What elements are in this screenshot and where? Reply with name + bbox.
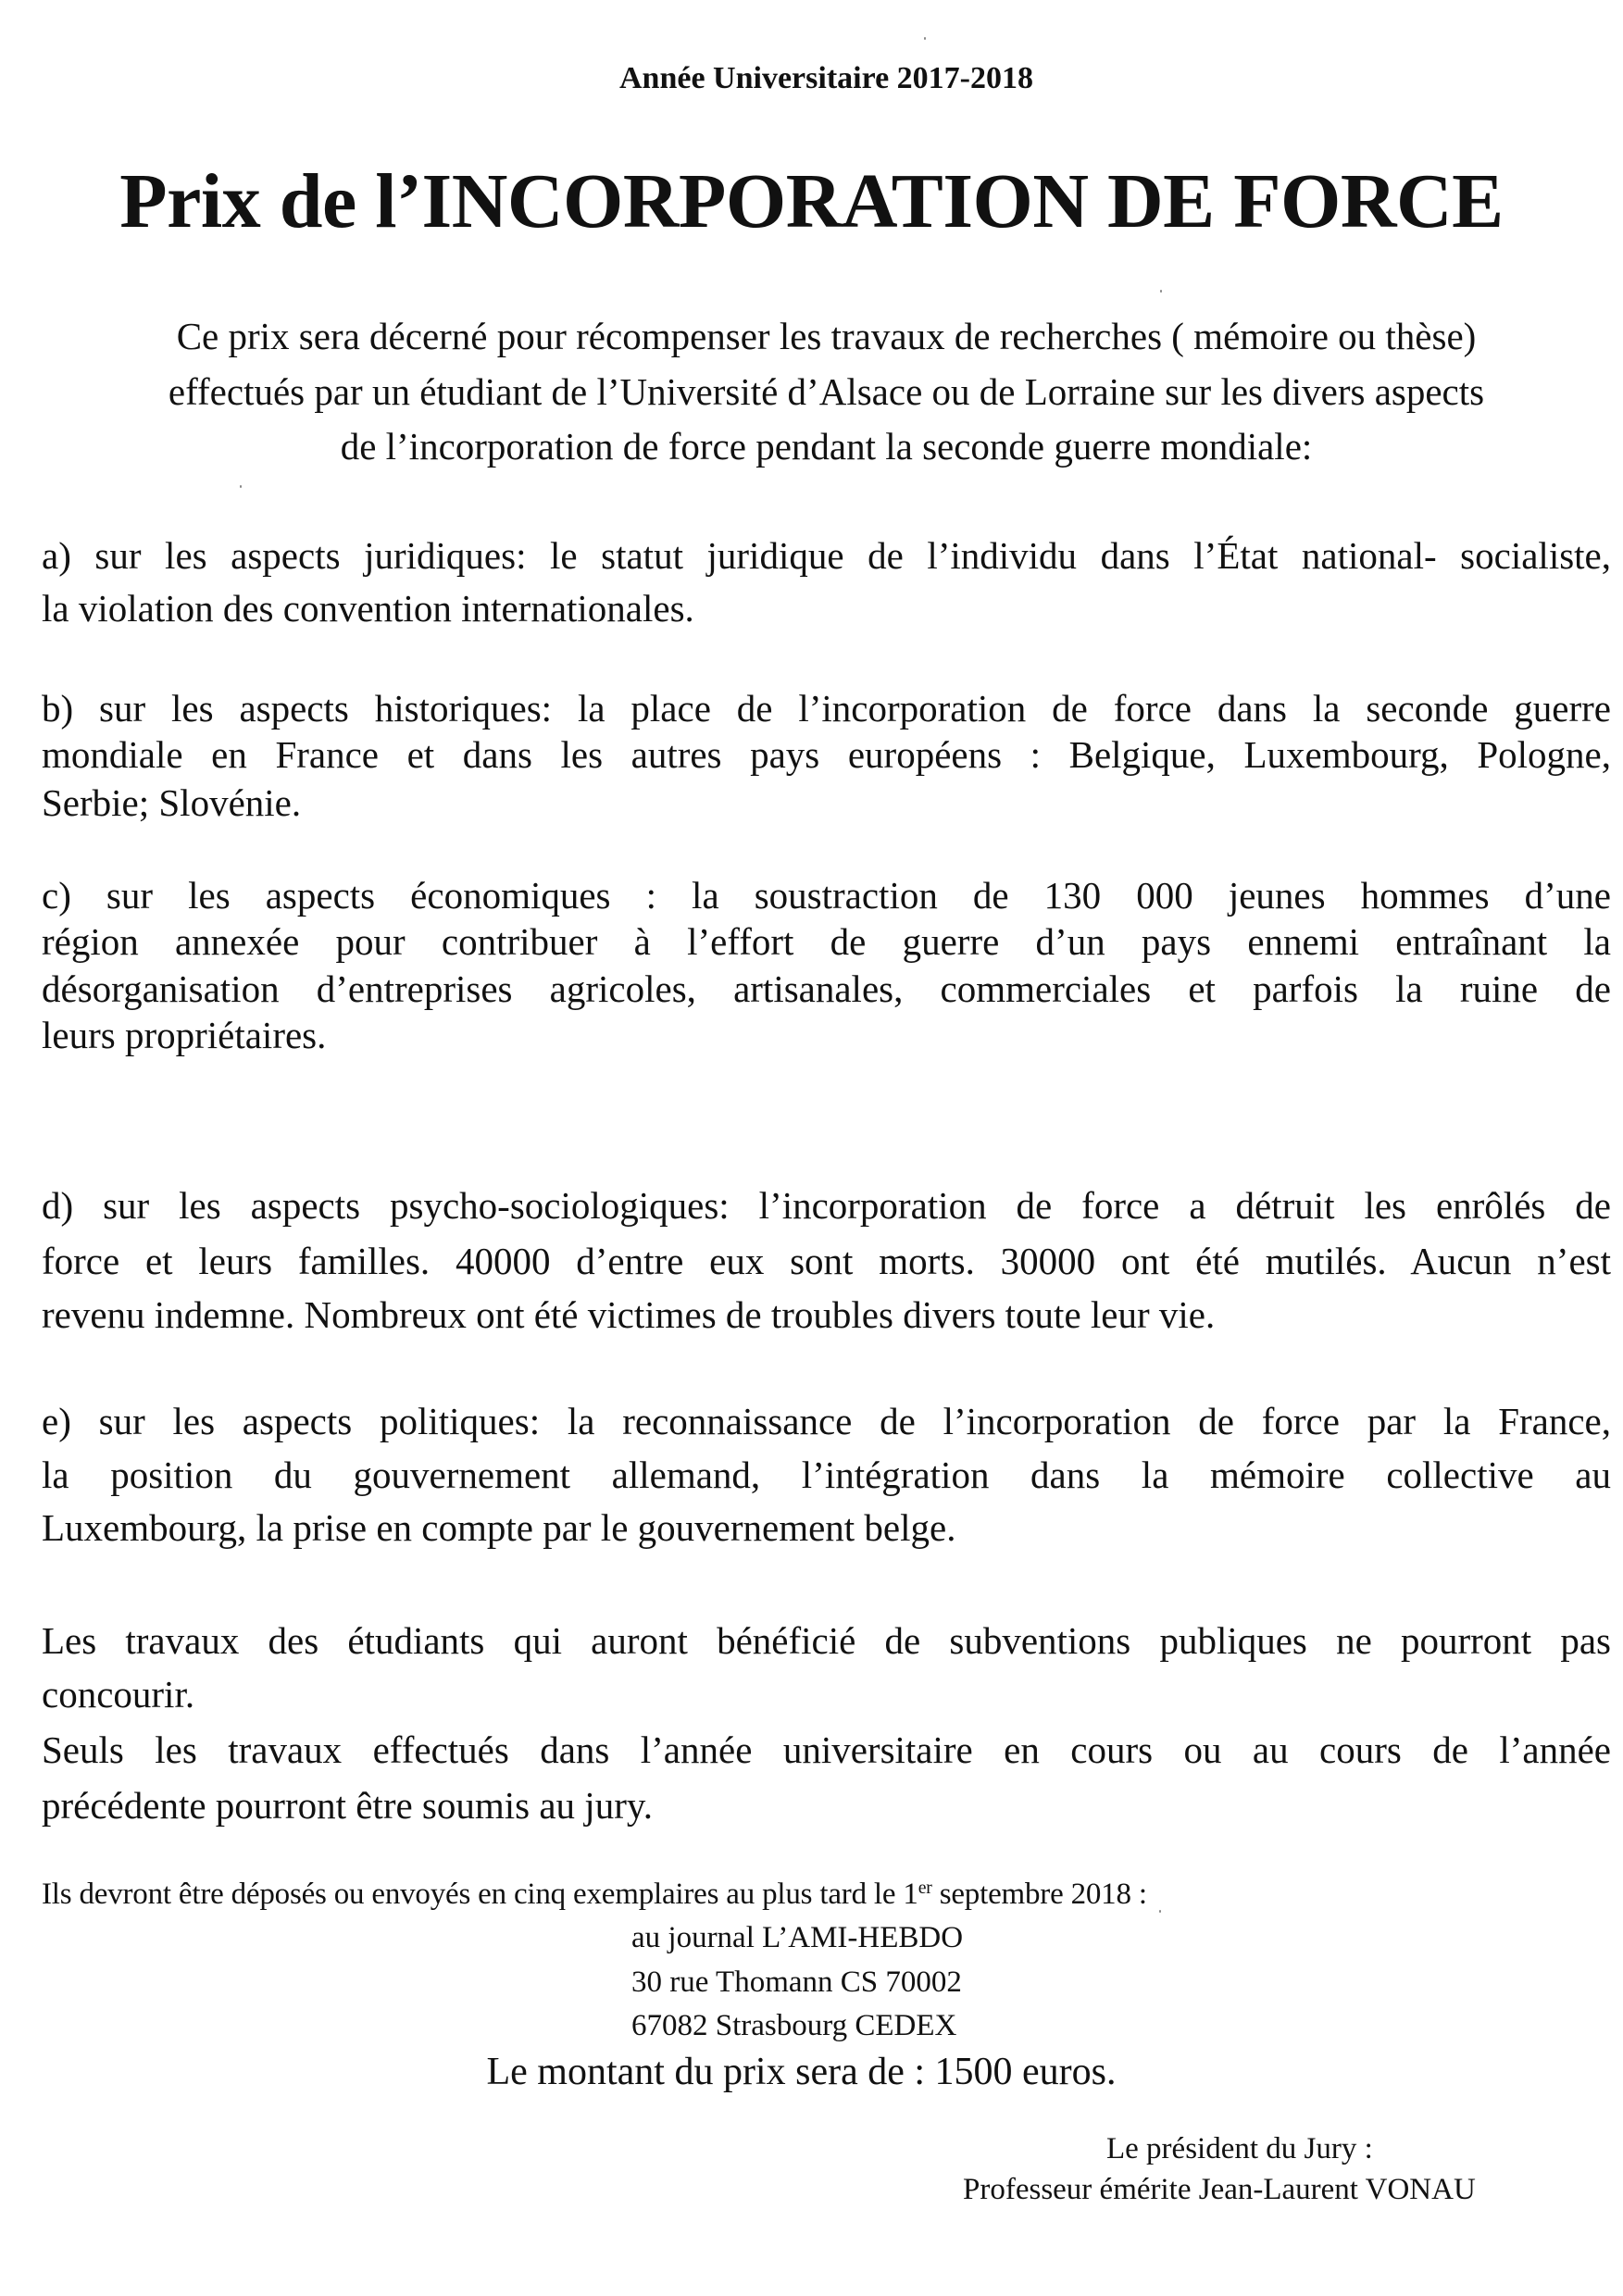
paragraph-line: précédente pourront être soumis au jury.	[42, 1784, 653, 1827]
paragraph-line: a) sur les aspects juridiques: le statut juridique de l’individu dans l’État national- socialiste,	[42, 534, 1611, 577]
address-line: au journal L’AMI-HEBDO	[631, 1921, 964, 1954]
signature-role: Le président du Jury :	[1106, 2132, 1373, 2165]
paragraph-line: mondiale en France et dans les autres pays européens : Belgique, Luxembourg, Pologne,	[42, 733, 1611, 776]
paragraph-line: la violation des convention internationales.	[42, 587, 694, 630]
paragraph-line: la position du gouvernement allemand, l’intégration dans la mémoire collective au	[42, 1454, 1611, 1496]
paragraph-line: c) sur les aspects économiques : la soustraction de 130 000 jeunes hommes d’une	[42, 874, 1611, 917]
paragraph-line: Luxembourg, la prise en compte par le gouvernement belge.	[42, 1506, 956, 1549]
intro-line: Ce prix sera décerné pour récompenser les travaux de recherches ( mémoire ou thèse)	[176, 315, 1477, 357]
paragraph-line: force et leurs familles. 40000 d’entre eux sont morts. 30000 ont été mutilés. Aucun n’est	[42, 1240, 1611, 1282]
scan-speck	[1160, 290, 1162, 293]
signature-name: Professeur émérite Jean-Laurent VONAU	[963, 2173, 1476, 2206]
ordinal-suffix: er	[918, 1878, 932, 1899]
paragraph-line: b) sur les aspects historiques: la place de l’incorporation de force dans la seconde guerre	[42, 687, 1611, 730]
academic-year: Année Universitaire 2017-2018	[619, 61, 1033, 95]
address-line: 30 rue Thomann CS 70002	[631, 1965, 962, 1999]
paragraph-line: revenu indemne. Nombreux ont été victimes de troubles divers toute leur vie.	[42, 1293, 1216, 1336]
deposit-text: Ils devront être déposés ou envoyés en cinq exemplaires au plus tard le 1	[42, 1878, 918, 1911]
address-line: 67082 Strasbourg CEDEX	[631, 2009, 957, 2042]
page-title: Prix de l’INCORPORATION DE FORCE	[119, 158, 1504, 244]
scan-speck	[924, 37, 926, 40]
intro-line: de l’incorporation de force pendant la seconde guerre mondiale:	[340, 425, 1313, 468]
paragraph-line: Seuls les travaux effectués dans l’année universitaire en cours ou au cours de l’année	[42, 1728, 1611, 1771]
prize-amount: Le montant du prix sera de : 1500 euros.	[486, 2051, 1117, 2093]
paragraph-line: concourir.	[42, 1673, 195, 1716]
paragraph-line: région annexée pour contribuer à l’effort de guerre d’un pays ennemi entraînant la	[42, 920, 1611, 963]
paragraph-line: Serbie; Slovénie.	[42, 781, 302, 824]
paragraph-line: e) sur les aspects politiques: la reconnaissance de l’incorporation de force par la France,	[42, 1400, 1611, 1442]
deposit-instructions	[42, 1879, 1147, 1910]
intro-line: effectués par un étudiant de l’Université d’Alsace ou de Lorraine sur les divers aspects	[168, 370, 1485, 413]
paragraph-line: Les travaux des étudiants qui auront bénéficié de subventions publiques ne pourront pas	[42, 1619, 1611, 1662]
deposit-date: septembre 2018 :	[931, 1878, 1147, 1911]
paragraph-line: leurs propriétaires.	[42, 1014, 327, 1056]
scan-speck	[1159, 1910, 1161, 1913]
scan-speck	[240, 485, 242, 488]
paragraph-line: désorganisation d’entreprises agricoles, artisanales, commerciales et parfois la ruine de	[42, 967, 1611, 1010]
paragraph-line: d) sur les aspects psycho-sociologiques: l’incorporation de force a détruit les enrôlés de	[42, 1184, 1611, 1227]
